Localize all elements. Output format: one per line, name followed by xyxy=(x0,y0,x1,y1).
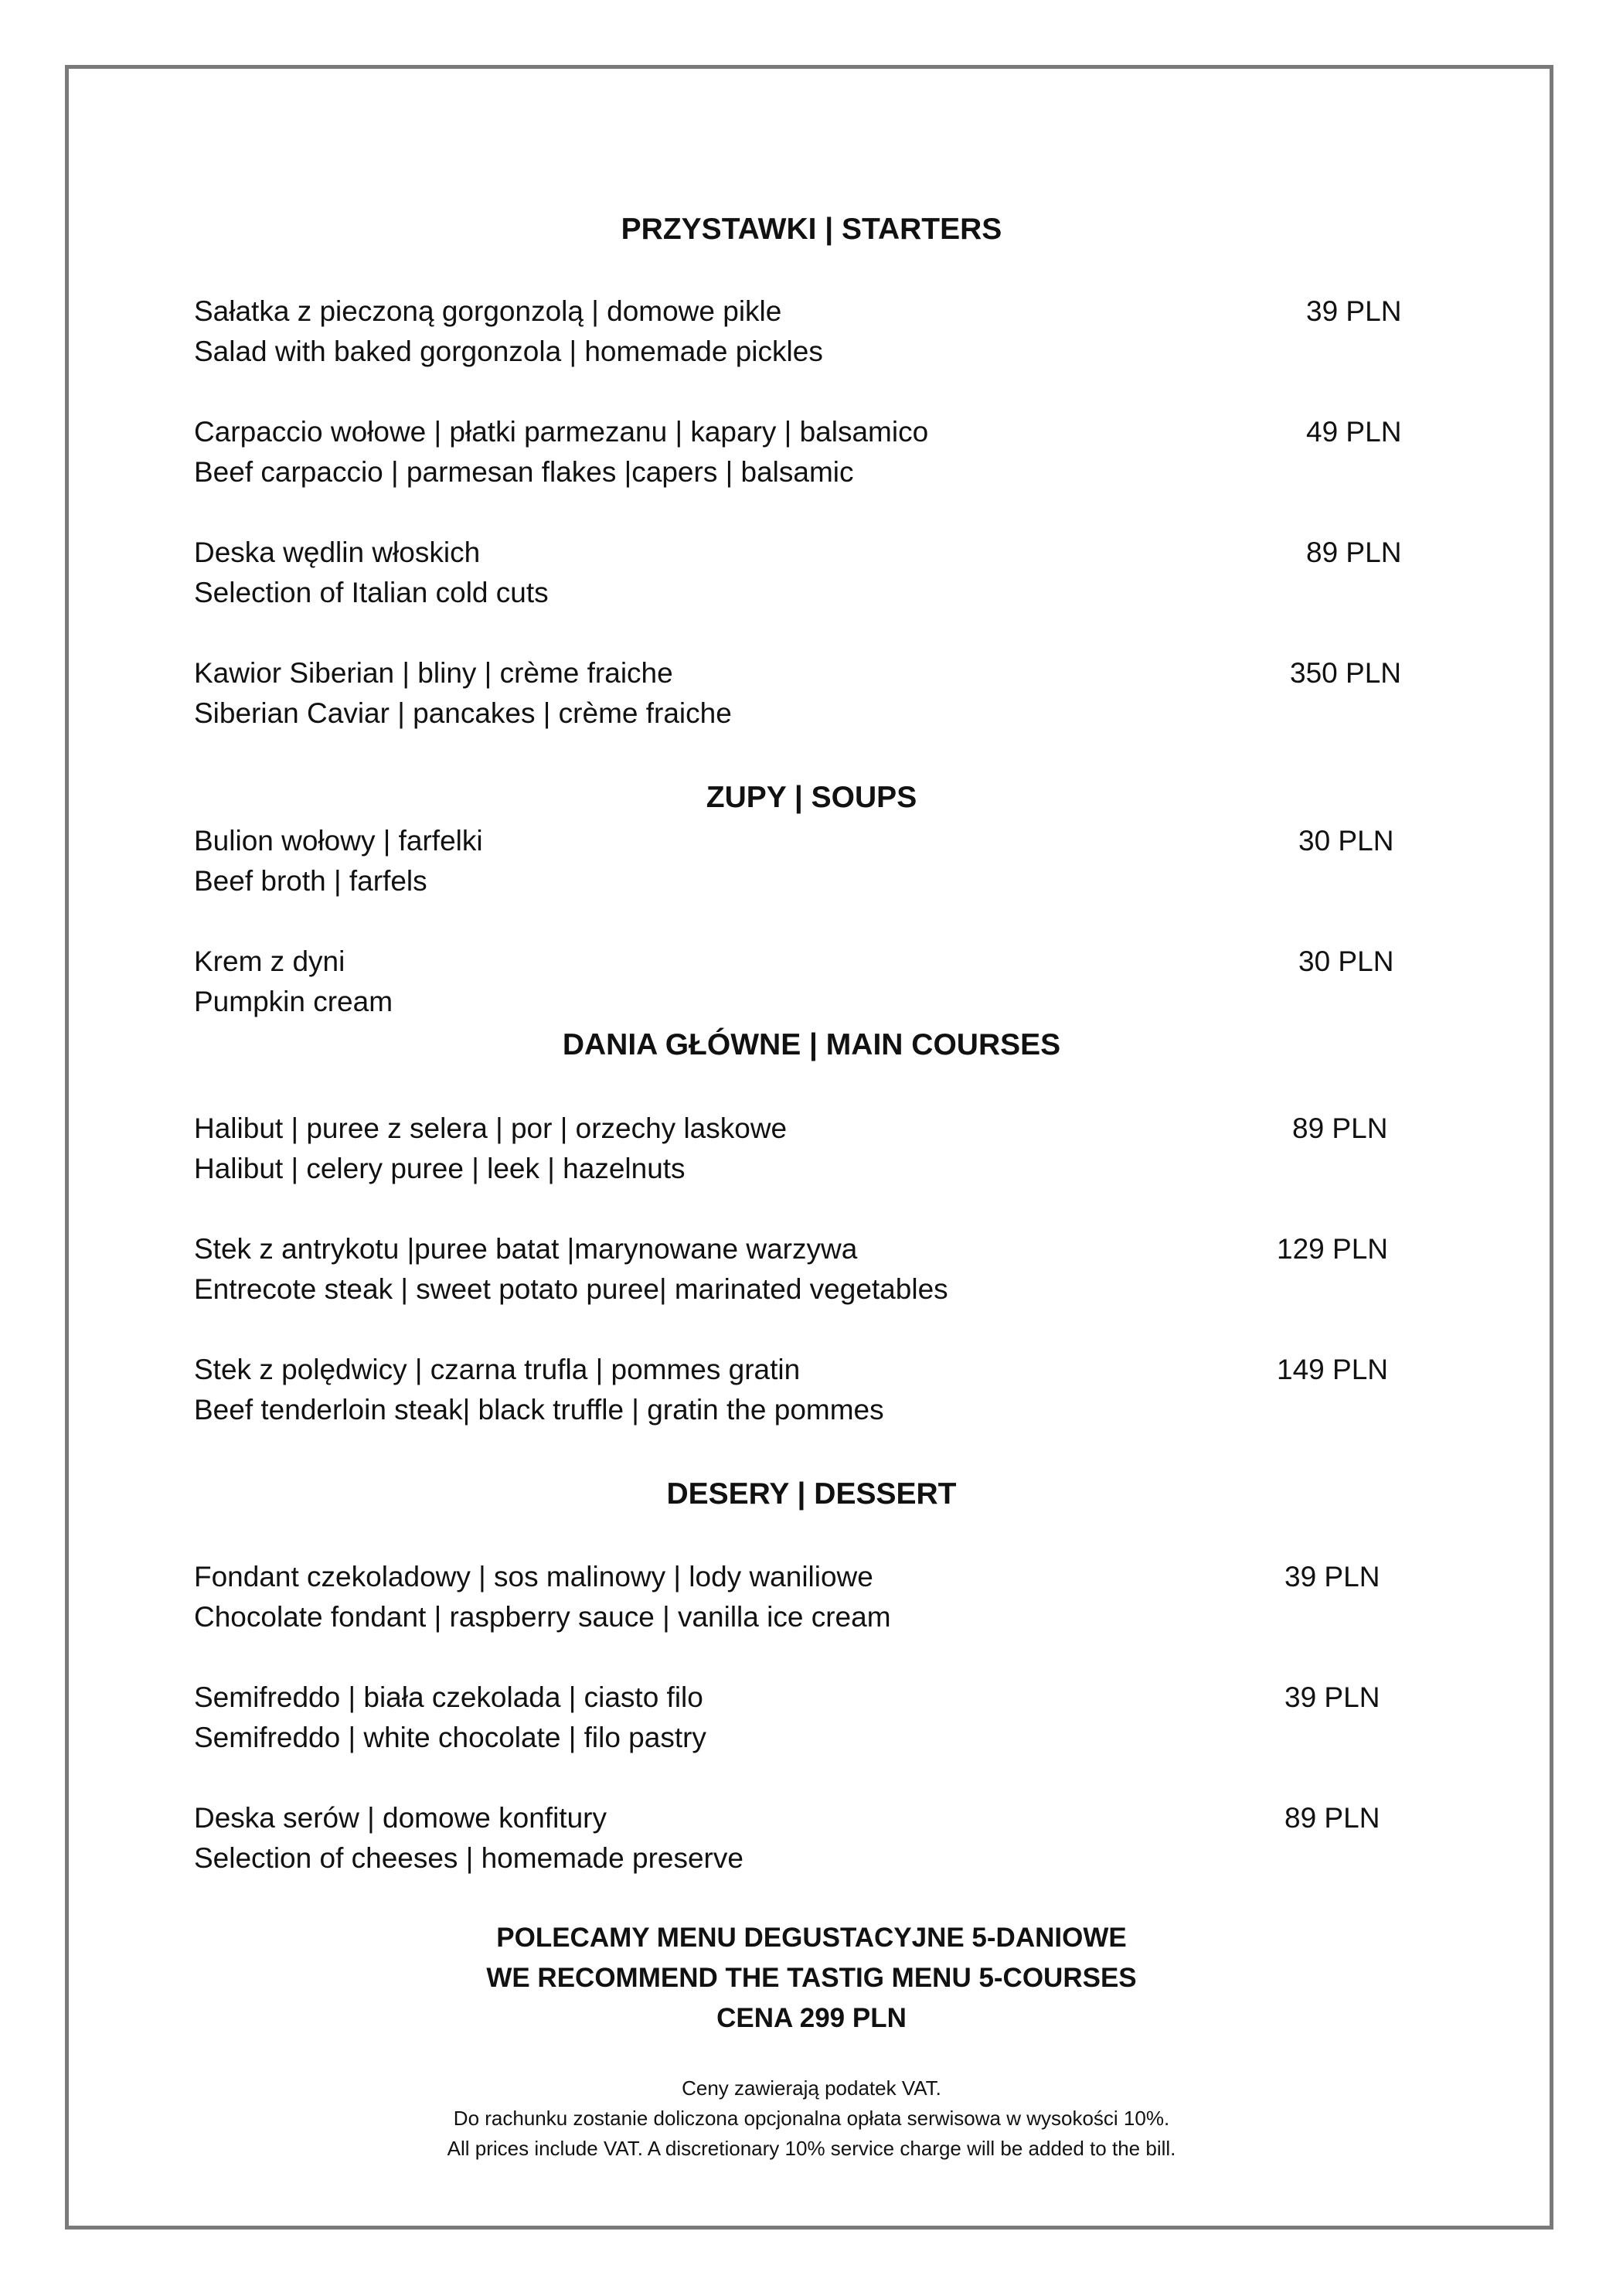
dish-name-en: Semifreddo | white chocolate | filo pastry xyxy=(194,1722,706,1753)
tasting-menu-price: CENA 299 PLN xyxy=(716,2003,907,2033)
service-charge-note-en: All prices include VAT. A discretionary 10% service charge will be added to the bill. xyxy=(447,2137,1176,2160)
dish-name-en: Halibut | celery puree | leek | hazelnuts xyxy=(194,1153,686,1184)
dish-price: 89 PLN xyxy=(1284,1802,1380,1834)
dish-name-en: Beef broth | farfels xyxy=(194,865,427,897)
dish-name-pl: Bulion wołowy | farfelki xyxy=(194,825,483,857)
dish-name-pl: Carpaccio wołowe | płatki parmezanu | kapary | balsamico xyxy=(194,416,929,448)
dish-name-en: Beef carpaccio | parmesan flakes |capers | balsamic xyxy=(194,456,854,488)
section-title-starters: PRZYSTAWKI | STARTERS xyxy=(621,213,1002,246)
dish-name-pl: Sałatka z pieczoną gorgonzolą | domowe pikle xyxy=(194,295,782,327)
dish-name-pl: Halibut | puree z selera | por | orzechy laskowe xyxy=(194,1112,788,1144)
dish-price: 149 PLN xyxy=(1277,1354,1388,1385)
dish-price: 30 PLN xyxy=(1298,945,1394,977)
dish-name-pl: Kawior Siberian | bliny | crème fraiche xyxy=(194,657,673,689)
section-title-soups: ZUPY | SOUPS xyxy=(706,781,917,814)
dish-name-en: Entrecote steak | sweet potato puree| marinated vegetables xyxy=(194,1273,948,1305)
dish-name-pl: Deska serów | domowe konfitury xyxy=(194,1802,607,1834)
dish-name-en: Salad with baked gorgonzola | homemade pickles xyxy=(194,336,823,367)
dish-price: 30 PLN xyxy=(1298,825,1394,857)
dish-price: 39 PLN xyxy=(1306,295,1402,327)
dish-name-en: Selection of Italian cold cuts xyxy=(194,577,549,608)
section-title-desserts: DESERY | DESSERT xyxy=(666,1477,957,1511)
dish-price: 89 PLN xyxy=(1306,537,1402,568)
section-title-main-courses: DANIA GŁÓWNE | MAIN COURSES xyxy=(562,1028,1061,1061)
dish-price: 39 PLN xyxy=(1284,1561,1380,1593)
vat-note-pl: Ceny zawierają podatek VAT. xyxy=(682,2076,941,2100)
service-charge-note-pl: Do rachunku zostanie doliczona opcjonalna opłata serwisowa w wysokości 10%. xyxy=(453,2107,1170,2130)
dish-name-pl: Krem z dyni xyxy=(194,945,345,977)
dish-price: 49 PLN xyxy=(1306,416,1402,448)
dish-price: 39 PLN xyxy=(1284,1681,1380,1713)
dish-name-pl: Stek z antrykotu |puree batat |marynowane warzywa xyxy=(194,1233,858,1265)
dish-name-pl: Semifreddo | biała czekolada | ciasto filo xyxy=(194,1681,703,1713)
dish-name-pl: Stek z polędwicy | czarna trufla | pommes gratin xyxy=(194,1354,801,1385)
tasting-menu-line-en: WE RECOMMEND THE TASTIG MENU 5-COURSES xyxy=(486,1963,1137,1993)
dish-price: 129 PLN xyxy=(1277,1233,1388,1265)
dish-name-pl: Deska wędlin włoskich xyxy=(194,537,481,568)
dish-name-en: Chocolate fondant | raspberry sauce | vanilla ice cream xyxy=(194,1601,891,1633)
tasting-menu-line-pl: POLECAMY MENU DEGUSTACYJNE 5-DANIOWE xyxy=(496,1923,1127,1953)
dish-name-en: Selection of cheeses | homemade preserve xyxy=(194,1842,743,1874)
dish-price: 350 PLN xyxy=(1290,657,1401,689)
dish-name-pl: Fondant czekoladowy | sos malinowy | lody waniliowe xyxy=(194,1561,873,1593)
dish-name-en: Pumpkin cream xyxy=(194,986,393,1017)
dish-name-en: Siberian Caviar | pancakes | crème fraiche xyxy=(194,697,732,729)
dish-price: 89 PLN xyxy=(1292,1112,1388,1144)
dish-name-en: Beef tenderloin steak| black truffle | gratin the pommes xyxy=(194,1394,884,1426)
